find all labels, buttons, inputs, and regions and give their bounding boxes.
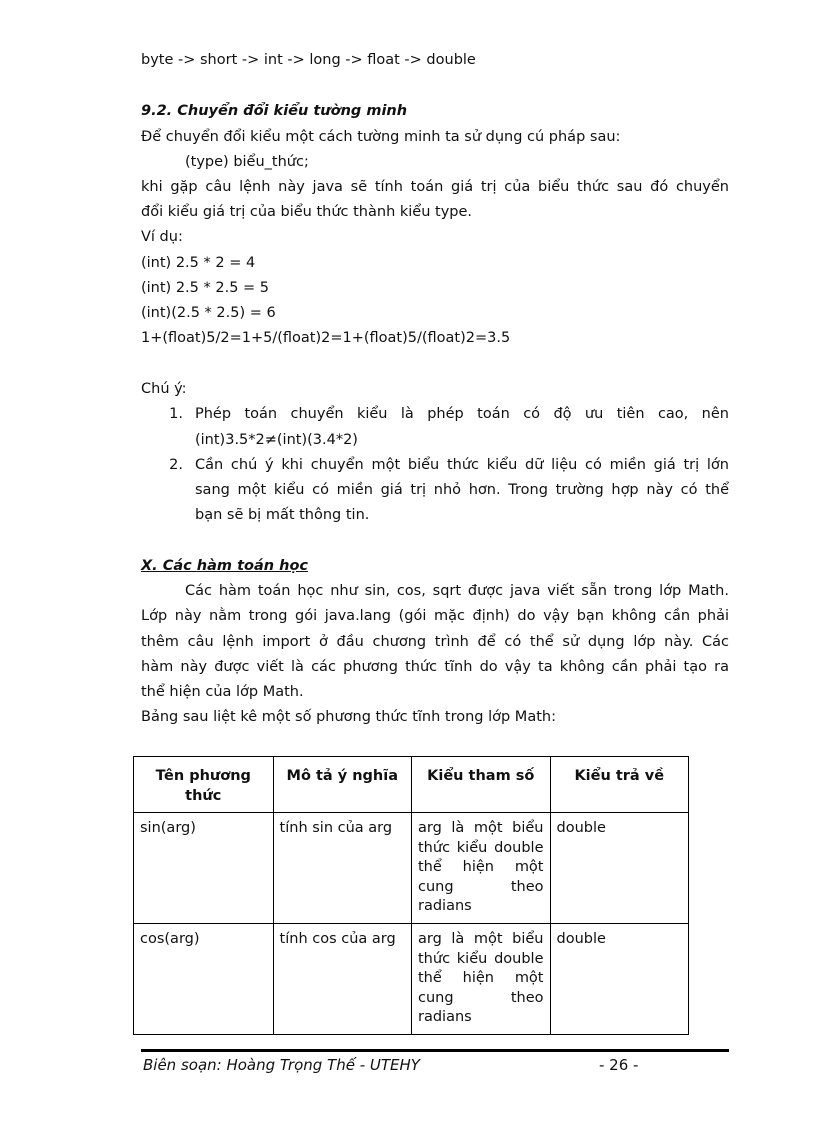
cell-param-type: arg là một biểu thức kiểu double thể hiện một cung theo radians (412, 924, 551, 1035)
section-9-2-heading: 9.2. Chuyển đổi kiểu tường minh (141, 103, 408, 119)
cast-syntax: (type) biểu_thức; (185, 154, 309, 170)
note-number: 2. (169, 457, 183, 473)
note-line: Cần chú ý khi chuyển một biểu thức kiểu dữ liệu có miền giá trị lớn (195, 457, 729, 473)
section-x-heading: X. Các hàm toán học (141, 558, 308, 574)
note-line: sang một kiểu có miền giá trị nhỏ hơn. Trong trường hợp này có thể (195, 482, 729, 498)
section-x-para-line: hàm này được viết là các phương thức tĩnh do vậy ta không cần phải tạo ra (141, 659, 729, 675)
table-header-row (134, 757, 689, 813)
header-param-type: Kiểu tham số (412, 757, 551, 813)
header-return-type: Kiểu trả về (550, 757, 689, 813)
header-description: Mô tả ý nghĩa (273, 757, 411, 813)
page-number: - 26 - (599, 1056, 639, 1074)
section-9-2-intro: Để chuyển đổi kiểu một cách tường minh ta sử dụng cú pháp sau: (141, 129, 621, 145)
header-method-name: Tên phương thức (134, 757, 274, 813)
table-row (134, 813, 689, 924)
note-label: Chú ý: (141, 381, 187, 397)
example-line: 1+(float)5/2=1+5/(float)2=1+(float)5/(float)2=3.5 (141, 330, 511, 346)
note-line: (int)3.5*2≠(int)(3.4*2) (195, 432, 358, 448)
type-widening-order: byte -> short -> int -> long -> float -> double (141, 52, 476, 68)
note-number: 1. (169, 406, 183, 422)
table-row (134, 924, 689, 1035)
section-x-para-line: thêm câu lệnh import ở đầu chương trình để có thể sử dụng lớp này. Các (141, 634, 729, 650)
cell-description: tính sin của arg (273, 813, 411, 924)
math-methods-table (133, 756, 689, 1035)
note-line: bạn sẽ bị mất thông tin. (195, 507, 370, 523)
cell-method-name: sin(arg) (134, 813, 274, 924)
section-x-para-line: Các hàm toán học như sin, cos, sqrt được java viết sẵn trong lớp Math. (185, 583, 729, 599)
example-line: (int)(2.5 * 2.5) = 6 (141, 305, 276, 321)
cell-param-type: arg là một biểu thức kiểu double thể hiện một cung theo radians (412, 813, 551, 924)
section-x-para-line: thể hiện của lớp Math. (141, 684, 304, 700)
example-line: (int) 2.5 * 2 = 4 (141, 255, 256, 271)
footer-author: Biên soạn: Hoàng Trọng Thế - UTEHY (143, 1056, 420, 1074)
cell-description: tính cos của arg (273, 924, 411, 1035)
example-label: Ví dụ: (141, 229, 183, 245)
explain-line-1: khi gặp câu lệnh này java sẽ tính toán giá trị của biểu thức sau đó chuyển (141, 179, 729, 195)
note-line: Phép toán chuyển kiểu là phép toán có độ ưu tiên cao, nên (195, 406, 729, 422)
table-intro: Bảng sau liệt kê một số phương thức tĩnh trong lớp Math: (141, 709, 556, 725)
cell-return-type: double (550, 924, 689, 1035)
cell-return-type: double (550, 813, 689, 924)
cell-method-name: cos(arg) (134, 924, 274, 1035)
example-line: (int) 2.5 * 2.5 = 5 (141, 280, 270, 296)
section-x-para-line: Lớp này nằm trong gói java.lang (gói mặc định) do vậy bạn không cần phải (141, 608, 729, 624)
footer-divider (141, 1049, 729, 1052)
explain-line-2: đổi kiểu giá trị của biểu thức thành kiểu type. (141, 204, 473, 220)
